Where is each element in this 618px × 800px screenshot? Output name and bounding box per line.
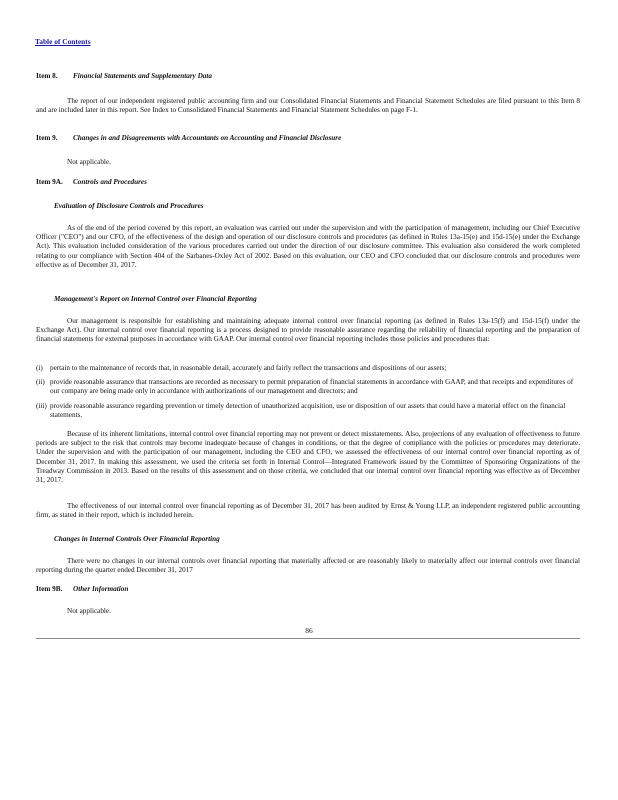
item-9a-heading (36, 178, 147, 187)
evaluation-paragraph: As of the end of the period covered by this report, an evaluation was carried out under the supervision and with the participation of management, including our Chief Executive Officer ("CEO") and our CFO, of the effectiveness of the design and operation of our disclosure controls and procedures (as defined in Rules 13a-15(e) and 15d-15(e) under the Exchange Act). This evaluation included consideration of the various procedures carried out under the direction of our disclosure committee. This evaluation also considered the work completed relating to our compliance with Section 404 of the Sarbanes-Oxley Act of 2002. Based on this evaluation, our CEO and CFO concluded that our disclosure controls and procedures were effective as of December 31, 2017. (36, 224, 580, 269)
item-9-number: Item 9. (36, 134, 58, 142)
list-item (36, 364, 580, 373)
list-marker: (i) (36, 364, 43, 372)
management-report-heading: Management's Report on Internal Control over Financial Reporting (54, 295, 257, 303)
list-item (36, 378, 580, 396)
audit-paragraph: The effectiveness of our internal control over financial reporting as of December 31, 2017 has been audited by Ernst & Young LLP, an independent registered public accounting firm, as stated in their report, which is included herein. (36, 502, 580, 520)
item-9b-number: Item 9B. (36, 585, 63, 593)
item-8-paragraph: The report of our independent registered public accounting firm and our Consolidated Financial Statements and Financial Statement Schedules are filed pursuant to this Item 8 and are included later in this report. See Index to Consolidated Financial Statements and Financial Statement Schedules on page F-1. (36, 97, 580, 115)
item-9a-number: Item 9A. (36, 178, 63, 186)
item-9-heading (36, 134, 341, 143)
list-marker: (ii) (36, 378, 45, 386)
item-9a-title: Controls and Procedures (73, 178, 147, 186)
changes-heading: Changes in Internal Controls Over Financial Reporting (54, 535, 220, 543)
item-9-title: Changes in and Disagreements with Accountants on Accounting and Financial Disclosure (73, 134, 342, 142)
item-8-number: Item 8. (36, 72, 58, 80)
list-text: provide reasonable assurance regarding prevention or timely detection of unauthorized acquisition, use or disposition of our assets that could have a material effect on the financial statements. (50, 402, 566, 420)
list-marker: (iii) (36, 402, 47, 410)
item-9b-title: Other Information (73, 585, 129, 593)
changes-paragraph: There were no changes in our internal controls over financial reporting that materially affected or are reasonably likely to materially affect our internal controls over financial reporting during the quarter ended December 31, 2017 (36, 557, 580, 575)
list-text: pertain to the maintenance of records that, in reasonable detail, accurately and fairly reflect the transactions and dispositions of our assets; (50, 364, 447, 372)
item-8-title: Financial Statements and Supplementary Data (73, 72, 212, 80)
item-9-text: Not applicable. (67, 158, 111, 166)
list-item (36, 402, 580, 420)
limitations-paragraph: Because of its inherent limitations, internal control over financial reporting may not prevent or detect misstatements. Also, projections of any evaluation of effectiveness to future periods are subject to the risk that controls may become inadequate because of changes in conditions, or that the degree of compliance with the policies or procedures may deteriorate. Under the supervision and with the participation of our management, including the CEO and CFO, we assessed the effectiveness of our internal control over financial reporting as of December 31, 2017. In making this assessment, we used the criteria set forth in Internal Control—Integrated Framework issued by the Committee of Sponsoring Organizations of the Treadway Commission in 2013. Based on the results of this assessment and on those criteria, we concluded that our internal control over financial reporting was effective as of December 31, 2017. (36, 430, 580, 485)
evaluation-heading: Evaluation of Disclosure Controls and Procedures (54, 202, 204, 210)
item-8-heading (36, 72, 212, 81)
table-of-contents-link[interactable]: Table of Contents (35, 37, 91, 46)
item-9b-heading (36, 585, 128, 594)
page-number: 86 (305, 626, 313, 635)
list-text: provide reasonable assurance that transactions are recorded as necessary to permit preparation of financial statements in accordance with GAAP, and that receipts and expenditures of our company are being made only in accordance with authorizations of our management and directors; and (50, 378, 574, 396)
page-divider (36, 638, 580, 639)
management-report-paragraph: Our management is responsible for establishing and maintaining adequate internal control over financial reporting (as defined in Rules 13a-15(f) and 15d-15(f) under the Exchange Act). Our internal control over financial reporting is a process designed to provide reasonable assurance regarding the reliability of financial reporting and the preparation of financial statements for external purposes in accordance with GAAP. Our internal control over financial reporting includes those policies and procedures that: (36, 317, 580, 344)
item-9b-text: Not applicable. (67, 607, 111, 615)
